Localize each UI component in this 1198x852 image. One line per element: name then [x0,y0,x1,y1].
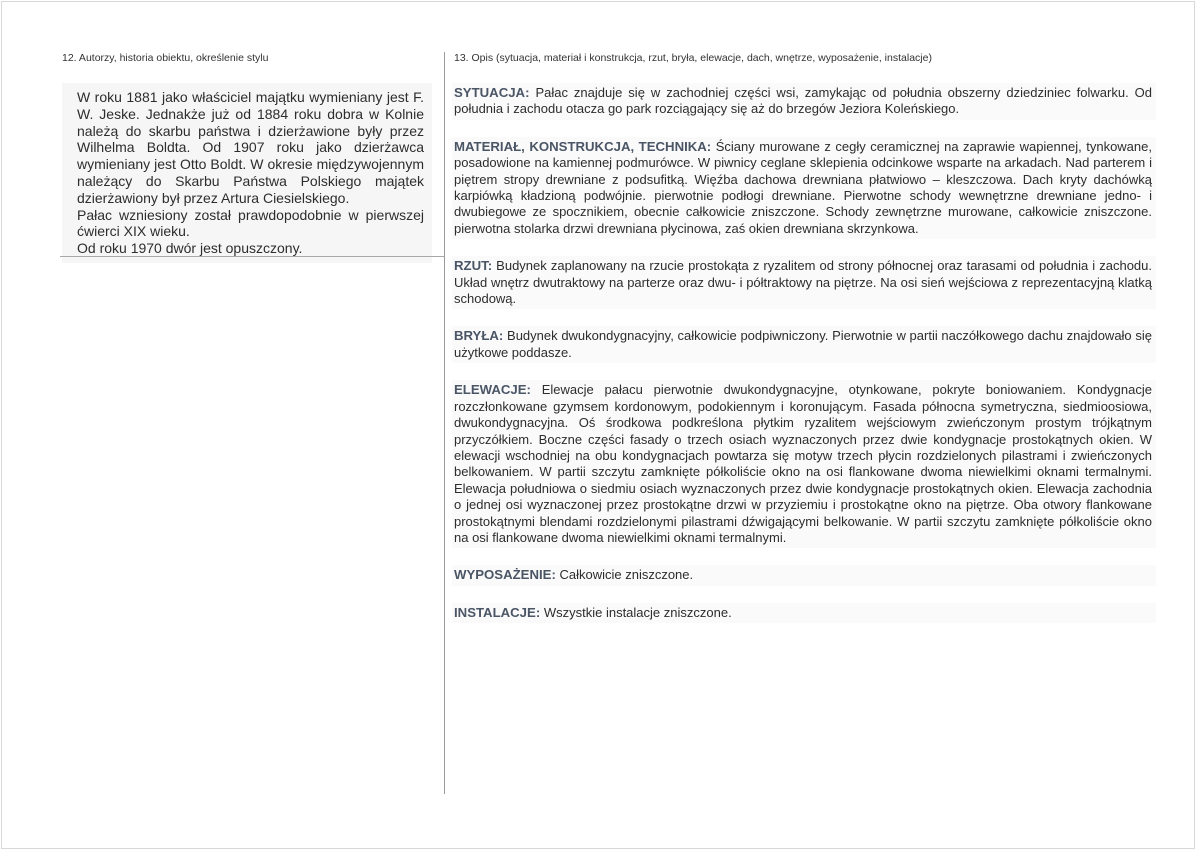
section-label: MATERIAŁ, KONSTRUKCJA, TECHNIKA: [454,138,712,154]
left-column-rule [60,256,444,257]
section-text: Wszystkie instalacje zniszczone. [543,604,732,620]
section-label: INSTALACJE: [454,604,541,620]
section-wyposazenie [452,565,1156,585]
section-label: WYPOSAŻENIE: [454,567,556,583]
section-material [452,137,1156,239]
section-text: Całkowicie zniszczone. [559,567,694,583]
description-header: 13. Opis (sytuacja, materiał i konstrukcja, rzut, bryła, elewacje, dach, wnętrze, wyposażenie, instalacje) [454,52,932,64]
section-instalacje [452,603,1156,623]
history-column [60,52,432,263]
section-sytuacja [452,83,1156,120]
history-header: 12. Autorzy, historia obiektu, określenie stylu [62,52,269,64]
section-text: Budynek zaplanowany na rzucie prostokąta z ryzalitem od strony północnej oraz tarasami od południa i zachodu. Układ wnętrz dwutraktowy na parterze oraz dwu- i półtraktowy na piętrze. Na osi sień wejściowa z reprezentacyjną klatką schodową. [454,258,1152,307]
section-label: BRYŁA: [454,328,504,344]
history-paragraph: Od roku 1970 dwór jest opuszczony. [77,240,303,257]
section-text: Ściany murowane z cegły ceramicznej na zaprawie wapiennej, tynkowane, posadowione na kamiennej podmurówce. W piwnicy ceglane sklepienia odcinkowe wsparte na arkadach. Nad parterem i piętrem stropy drewniane z podsufitką. Więźba dachowa drewniana płatwiowo – kleszczowa. Dach kryty dachówką karpiówką kładzioną podwójnie. pierwotnie podłogi drewniane. Pierwotne schody wewnętrzne drewniane jedno- i dwubiegowe ze spocznikiem, obecnie całkowicie zniszczone. Schody zewnętrzne murowane, całkowicie zniszczone. pierwotna stolarka drzwi drewniana płycinowa, zaś okien drewniana skrzynkowa. [454,138,1152,236]
section-text: Pałac znajduje się w zachodniej części wsi, zamykając od południa obszerny dziedziniec folwarku. Od południa i zachodu otacza go park rozciągający się aż do brzegów Jeziora Koleńskiego. [454,85,1152,117]
section-bryla [452,326,1156,363]
section-rzut [452,256,1156,309]
description-column [452,52,1156,640]
history-text-box [62,83,432,263]
section-elewacje [452,380,1156,548]
section-label: RZUT: [454,258,493,274]
section-label: ELEWACJE: [454,382,531,398]
history-paragraph: Pałac wzniesiony został prawdopodobnie w pierwszej ćwierci XIX wieku. [77,206,424,240]
section-text: Elewacje pałacu pierwotnie dwukondygnacyjne, otynkowane, pokryte boniowaniem. Kondygnacje rozczłonkowane gzymsem kordonowym, podokiennym i koronującym. Fasada północna symetryczna, siedmioosiowa, dwukondygnacyjna. Oś środkowa podkreślona płytkim ryzalitem wejściowym zwieńczonym prostym trójkątnym przyczółkiem. Boczne części fasady o trzech osiach wyznaczonych przez dwie kondygnacje prostokątnych okien. W elewacji wschodniej na obu kondygnacjach powtarza się motyw trzech płycin rozdzielonych pilastrami i zwieńczonych belkowaniem. W partii szczytu zamknięte półkoliście okno na osi flankowane dwoma niewielkimi oknami termalnymi. Elewacja południowa o siedmiu osiach wyznaczonych przez dwie kondygnacje prostokątnych okien. Elewacja zachodnia o jednej osi wyznaczonej przez prostokątne drzwi w przyziemiu i prostokątne okno na piętrze. Oba otwory flankowane prostokątnymi blendami rozdzielonymi pilastrami dźwigającymi belkowanie. W partii szczytu zamknięte półkoliście okno na osi flankowane dwoma niewielkimi oknami termalnymi. [454,382,1152,545]
history-paragraph: W roku 1881 jako właściciel majątku wymieniany jest F. W. Jeske. Jednakże już od 1884 roku dobra w Kolnie należą do skarbu państwa i dzierżawione były przez Wilhelma Boldta. Od 1907 roku jako dzierżawca wymieniany jest Otto Boldt. W okresie międzywojennym należący do Skarbu Państwa Polskiego majątek dzierżawiony był przez Artura Ciesielskiego. [77,89,424,206]
section-text: Budynek dwukondygnacyjny, całkowicie podpiwniczony. Pierwotnie w partii naczółkowego dachu znajdowało się użytkowe poddasze. [454,328,1152,360]
column-divider [444,52,445,794]
section-label: SYTUACJA: [454,85,530,100]
